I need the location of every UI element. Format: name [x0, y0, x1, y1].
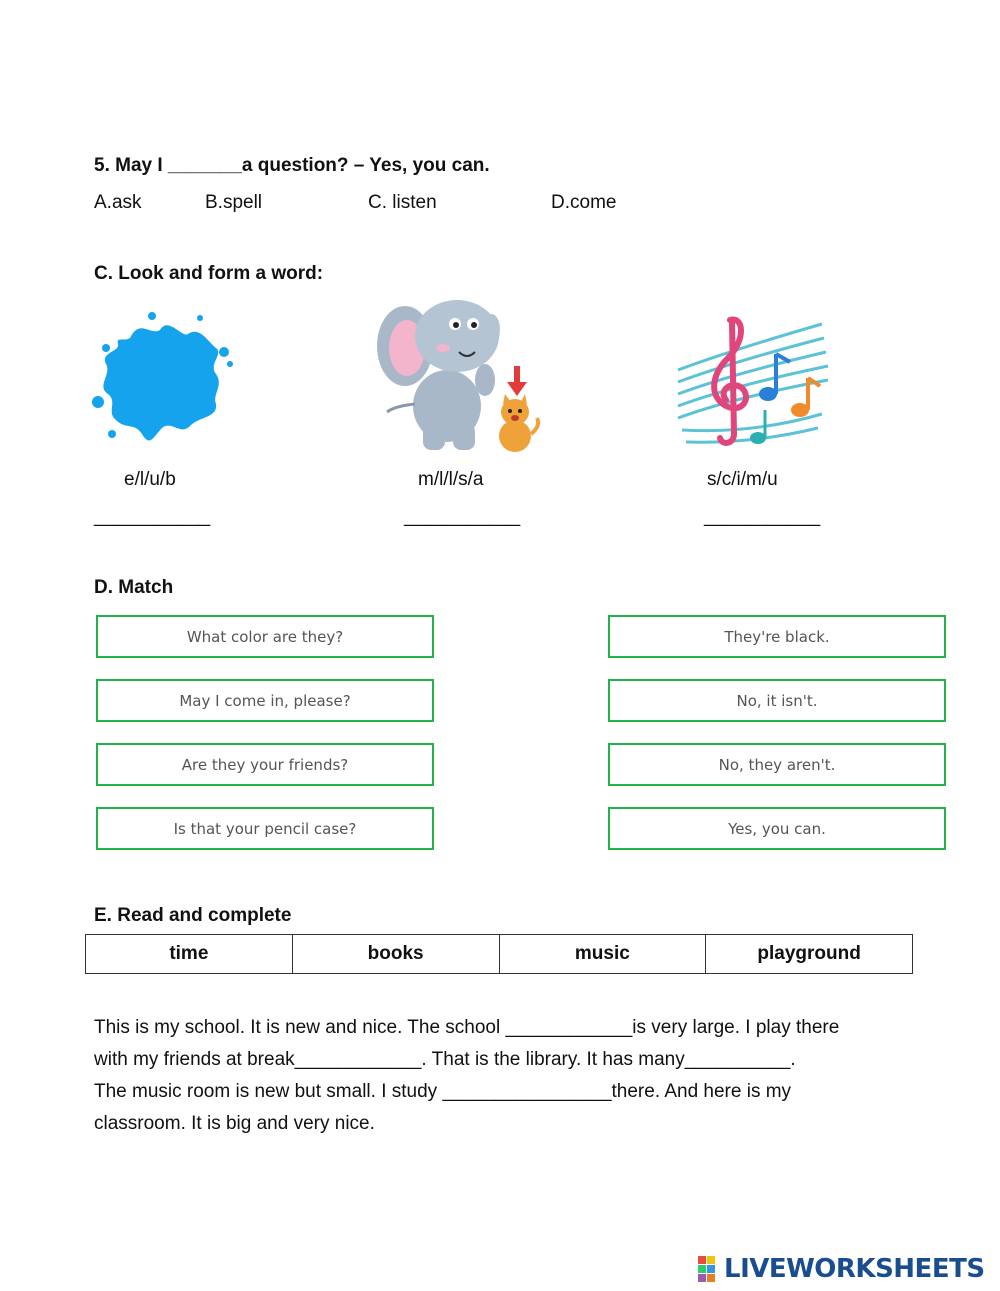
blue-paint-splash-icon: [90, 308, 235, 450]
section-c-heading: C. Look and form a word:: [94, 263, 324, 284]
passage-line: with my friends at break____________. That is the library. It has many__________.: [94, 1049, 796, 1070]
word-bank-cell: music: [499, 935, 706, 974]
word-bank-table: [85, 934, 913, 974]
elephant-and-cat-icon: [375, 294, 545, 456]
option-a[interactable]: A.ask: [94, 192, 142, 213]
option-c[interactable]: C. listen: [368, 192, 437, 213]
scrambled-word-3: s/c/i/m/u: [707, 469, 778, 490]
question-5-stem: 5. May I _______a question? – Yes, you can.: [94, 155, 490, 176]
match-right-4[interactable]: Yes, you can.: [608, 807, 946, 850]
answer-blank-2[interactable]: ___________: [404, 506, 521, 527]
option-d[interactable]: D.come: [551, 192, 617, 213]
match-right-3[interactable]: No, they aren't.: [608, 743, 946, 786]
match-left-1[interactable]: What color are they?: [96, 615, 434, 658]
match-left-2[interactable]: May I come in, please?: [96, 679, 434, 722]
word-bank-cell: playground: [706, 935, 913, 974]
logo-text: LIVEWORKSHEETS: [724, 1254, 985, 1284]
match-right-1[interactable]: They're black.: [608, 615, 946, 658]
word-bank-cell: time: [86, 935, 293, 974]
match-left-4[interactable]: Is that your pencil case?: [96, 807, 434, 850]
passage-line: classroom. It is big and very nice.: [94, 1113, 375, 1134]
answer-blank-3[interactable]: ___________: [704, 506, 821, 527]
passage-line: The music room is new but small. I study ________________there. And here is my: [94, 1081, 792, 1102]
scrambled-word-2: m/l/l/s/a: [418, 469, 484, 490]
match-left-3[interactable]: Are they your friends?: [96, 743, 434, 786]
logo-blocks-icon: [698, 1256, 724, 1282]
match-right-2[interactable]: No, it isn't.: [608, 679, 946, 722]
section-d-heading: D. Match: [94, 577, 174, 598]
answer-blank-1[interactable]: ___________: [94, 506, 211, 527]
reading-passage: [94, 1012, 924, 1140]
passage-line: This is my school. It is new and nice. The school ____________is very large. I play there: [94, 1017, 840, 1038]
scrambled-word-1: e/l/u/b: [124, 469, 176, 490]
music-notes-icon: [672, 310, 832, 452]
option-b[interactable]: B.spell: [205, 192, 263, 213]
word-bank-cell: books: [292, 935, 499, 974]
section-e-heading: E. Read and complete: [94, 905, 292, 926]
liveworksheets-logo: [698, 1254, 985, 1284]
